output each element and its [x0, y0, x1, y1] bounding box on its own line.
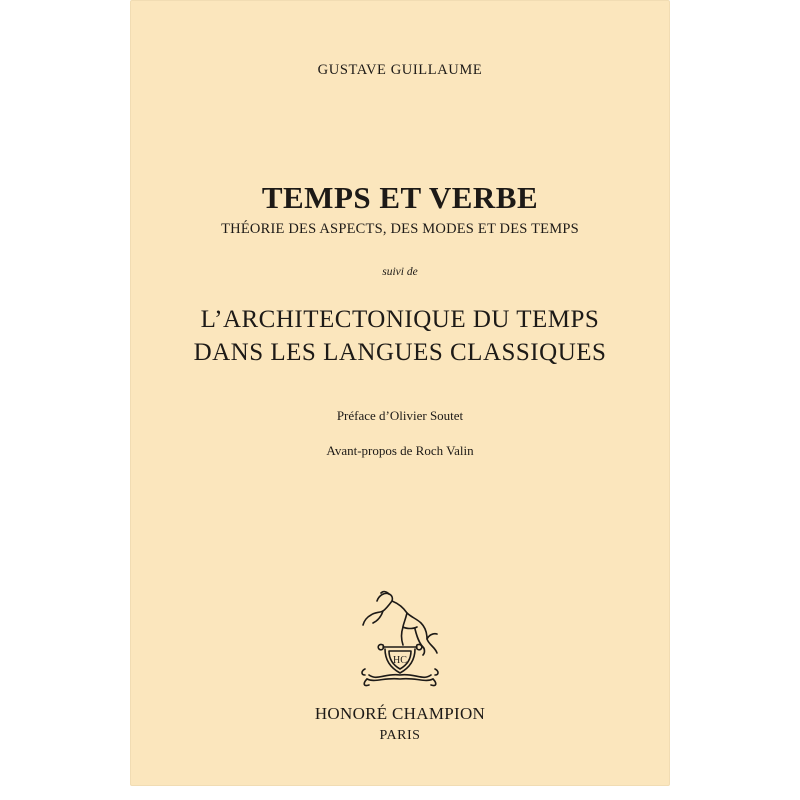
connector-text: suivi de	[382, 266, 418, 278]
second-title-line-2: DANS LES LANGUES CLASSIQUES	[193, 339, 607, 366]
publisher-horse-logo-icon	[345, 583, 455, 703]
foreword-credit: Avant-propos de Roch Valin	[326, 443, 474, 458]
book-subtitle: THÉORIE DES ASPECTS, DES MODES ET DES TEMPS	[221, 221, 579, 237]
book-title: TEMPS ET VERBE	[261, 180, 539, 215]
second-title-line-1: L’ARCHITECTONIQUE DU TEMPS	[200, 306, 600, 333]
preface-credit: Préface d’Olivier Soutet	[336, 408, 464, 423]
publisher-city: PARIS	[379, 728, 421, 743]
publisher-name: HONORÉ CHAMPION	[314, 704, 486, 723]
author-name: GUSTAVE GUILLAUME	[317, 62, 483, 78]
book-cover	[130, 0, 670, 786]
logo-monogram: HC	[393, 655, 407, 666]
